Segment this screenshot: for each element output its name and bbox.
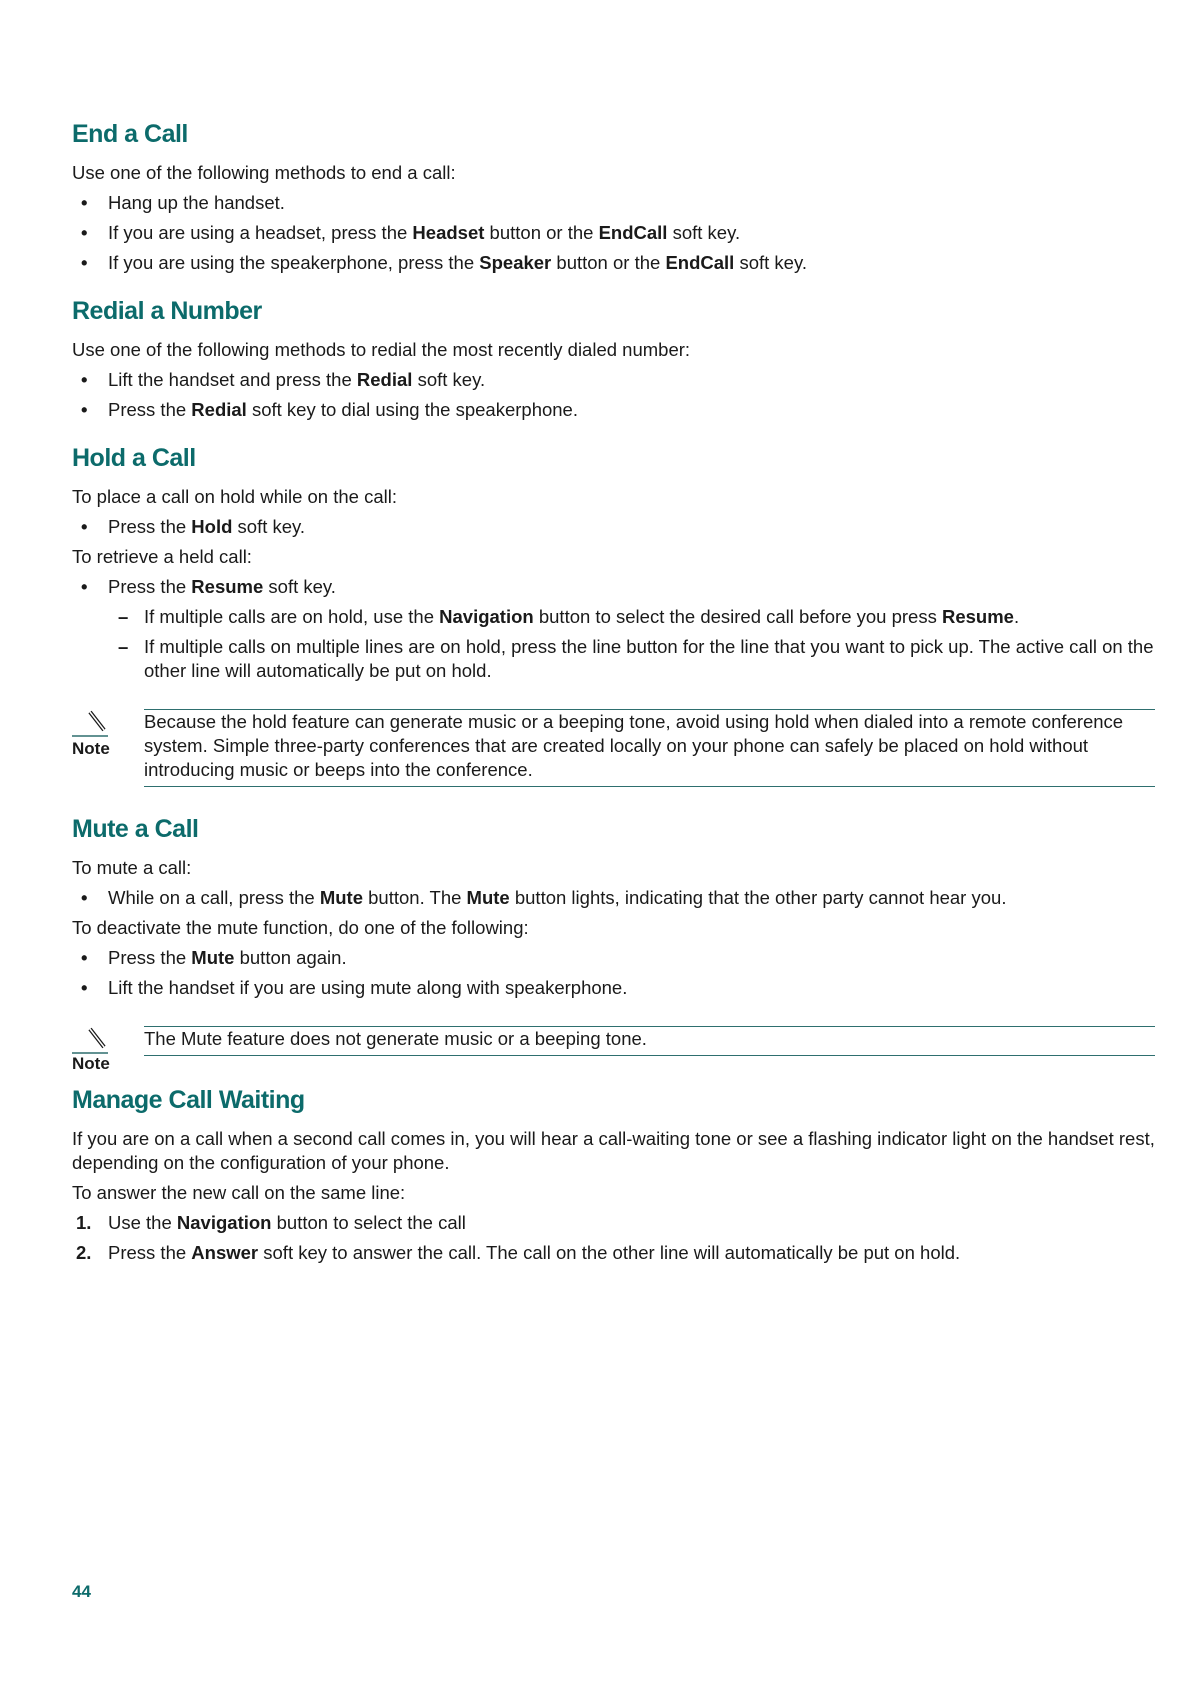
intro-text: Use one of the following methods to redial the most recently dialed number: (72, 339, 691, 360)
intro-text: To deactivate the mute function, do one of the following: (72, 917, 529, 938)
note-label: Note (72, 739, 110, 758)
bullet-list (72, 575, 1155, 683)
sub-list-item: – If multiple calls are on hold, use the Navigation button to select the desired call before you press Resume. (72, 605, 1155, 629)
list-item: 1. Use the Navigation button to select the call (76, 1212, 466, 1233)
heading-hold: Hold a Call (72, 444, 196, 472)
pencil-icon (72, 1026, 108, 1056)
intro-text: To answer the new call on the same line: (72, 1182, 406, 1203)
note-box (72, 709, 1155, 787)
bullet-list (72, 191, 1155, 275)
note-text: The Mute feature does not generate music or a beeping tone. (144, 1026, 1155, 1056)
pencil-icon (72, 709, 108, 739)
document-page (72, 120, 1155, 1265)
list-item: • Lift the handset if you are using mute along with speakerphone. (72, 976, 1155, 1000)
bullet-list (72, 515, 1155, 539)
intro-text: To retrieve a held call: (72, 546, 252, 567)
numbered-list (72, 1211, 1155, 1265)
section-hold (72, 444, 1155, 787)
list-item: • If you are using a headset, press the Headset button or the EndCall soft key. (72, 221, 1155, 245)
list-item: • Hang up the handset. (72, 191, 1155, 215)
bullet-list (72, 946, 1155, 1000)
intro-text: To place a call on hold while on the call: (72, 486, 397, 507)
heading-call-waiting: Manage Call Waiting (72, 1086, 305, 1114)
note-text: Because the hold feature can generate music or a beeping tone, avoid using hold when dialed into a remote conference system. Simple three-party conferences that are created locally on your phone can safely be placed on hold without introducing music or beeps into the conference. (144, 709, 1155, 787)
list-item: • Press the Mute button again. (72, 946, 1155, 970)
intro-text: To mute a call: (72, 857, 192, 878)
heading-end-call: End a Call (72, 120, 188, 148)
heading-mute: Mute a Call (72, 815, 199, 843)
page-number: 44 (72, 1582, 91, 1601)
bullet-list (72, 368, 1155, 422)
list-item: • Press the Resume soft key. (72, 575, 1155, 599)
intro-text: Use one of the following methods to end a call: (72, 162, 456, 183)
section-end-call (72, 120, 1155, 275)
bullet-list (72, 886, 1155, 910)
list-item: • Lift the handset and press the Redial soft key. (72, 368, 1155, 392)
intro-text: If you are on a call when a second call comes in, you will hear a call-waiting tone or see a flashing indicator light on the handset rest, depending on the configuration of your phone. (72, 1128, 1155, 1173)
note-label: Note (72, 1054, 110, 1073)
heading-redial: Redial a Number (72, 297, 262, 325)
sub-list-item: – If multiple calls on multiple lines are on hold, press the line button for the line that you want to pick up. The active call on the other line will automatically be put on hold. (72, 635, 1155, 683)
section-call-waiting (72, 1086, 1155, 1265)
list-item: • If you are using the speakerphone, press the Speaker button or the EndCall soft key. (72, 251, 1155, 275)
section-redial (72, 297, 1155, 422)
list-item: • While on a call, press the Mute button. The Mute button lights, indicating that the other party cannot hear you. (72, 886, 1155, 910)
section-mute (72, 815, 1155, 1073)
note-box (72, 1026, 1155, 1073)
list-item: • Press the Hold soft key. (72, 515, 1155, 539)
list-item: • Press the Redial soft key to dial using the speakerphone. (72, 398, 1155, 422)
list-item: 2. Press the Answer soft key to answer the call. The call on the other line will automatically be put on hold. (76, 1242, 961, 1263)
